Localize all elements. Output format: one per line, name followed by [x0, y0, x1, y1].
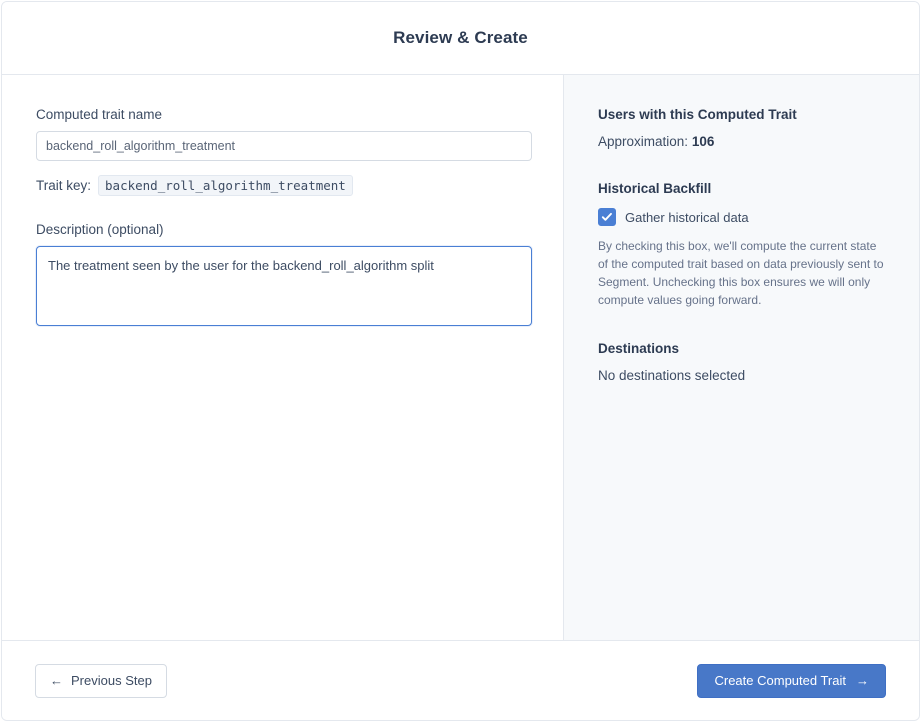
gather-historical-data-label: Gather historical data [625, 209, 749, 225]
destinations-heading: Destinations [598, 341, 680, 356]
arrow-left-icon: ← [50, 673, 63, 688]
trait-key-value: backend_roll_algorithm_treatment [98, 175, 353, 196]
description-field-group [36, 222, 529, 331]
panel-footer [2, 640, 919, 720]
computed-trait-name-input[interactable] [36, 131, 532, 161]
approximation-label: Approximation: [598, 134, 689, 149]
gather-historical-data-row[interactable] [598, 208, 889, 226]
previous-step-label: Previous Step [71, 673, 152, 688]
panel-body [2, 75, 919, 640]
approximation-value: 106 [691, 134, 715, 149]
trait-key-label: Trait key: [36, 178, 92, 193]
description-label: Description (optional) [36, 222, 164, 237]
historical-backfill-section [598, 181, 889, 309]
form-column [2, 75, 564, 640]
destinations-value: No destinations selected [598, 368, 746, 383]
users-heading: Users with this Computed Trait [598, 107, 797, 122]
create-computed-trait-button[interactable] [697, 664, 886, 698]
summary-column [564, 75, 919, 640]
arrow-right-icon: → [856, 673, 869, 688]
computed-trait-name-label: Computed trait name [36, 107, 163, 122]
trait-key-row [36, 175, 529, 196]
historical-backfill-helper-text: By checking this box, we'll compute the current state of the computed trait based on data previously sent to Segment. Unchecking this box ensures we will only compute values going forward. [598, 239, 884, 307]
check-icon [601, 211, 613, 223]
previous-step-button[interactable] [35, 664, 167, 698]
panel-header [2, 2, 919, 75]
users-section [598, 107, 889, 149]
description-textarea[interactable] [36, 246, 532, 326]
historical-backfill-heading: Historical Backfill [598, 181, 712, 196]
approximation-row [598, 134, 889, 149]
computed-trait-name-field-group [36, 107, 529, 161]
wizard-panel [1, 1, 920, 721]
create-computed-trait-label: Create Computed Trait [714, 673, 846, 688]
gather-historical-data-checkbox[interactable] [598, 208, 616, 226]
destinations-section [598, 341, 889, 383]
page-title: Review & Create [393, 28, 528, 47]
